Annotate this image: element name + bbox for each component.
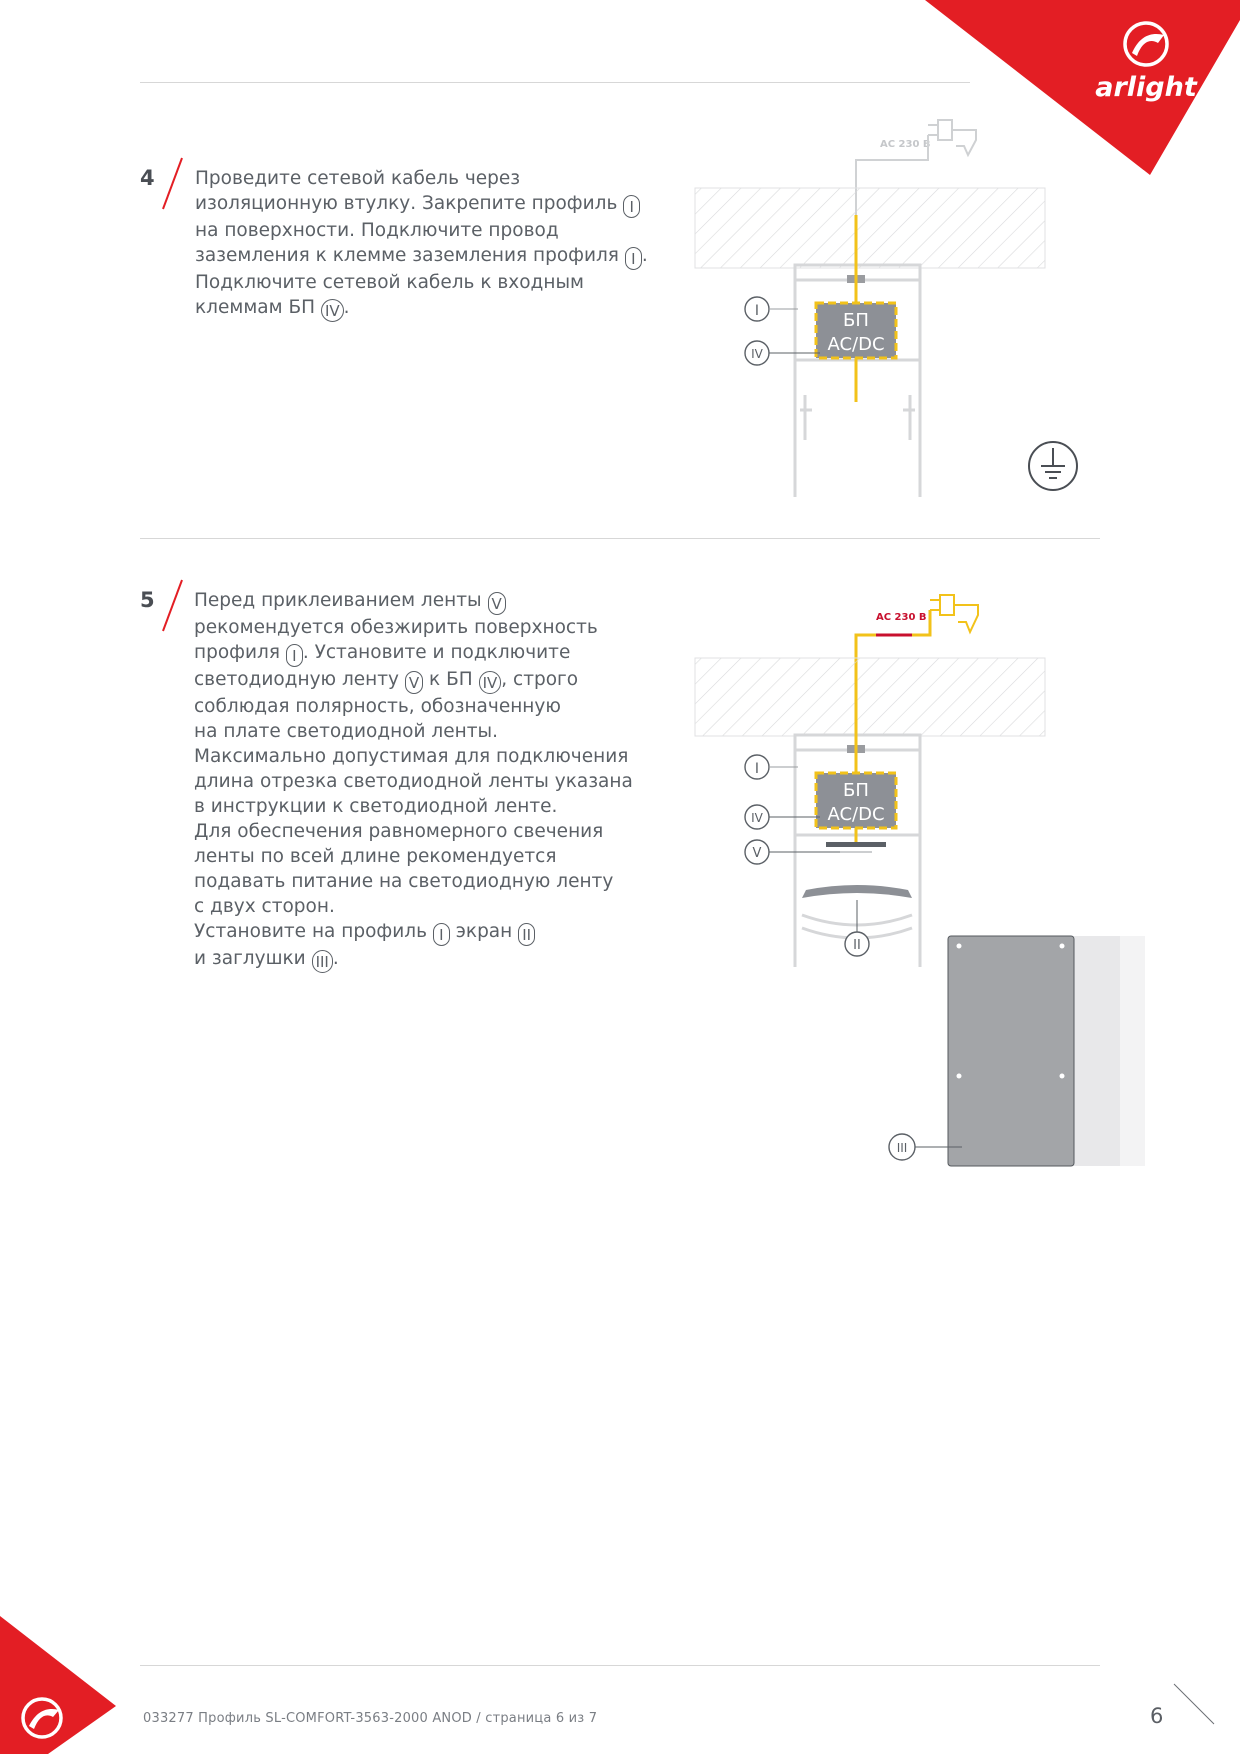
step-line — [194, 869, 633, 894]
step-text-segment: экран — [449, 921, 519, 942]
step-text-segment: Максимально допустимая для подключения — [194, 746, 629, 767]
diagram-step-4 — [680, 110, 1100, 510]
step-line — [194, 946, 633, 973]
roman-numeral-badge: III — [312, 950, 333, 973]
callout-psu: IV — [751, 811, 763, 825]
step-text-segment: изоляционную втулку. Закрепите профиль — [195, 193, 624, 214]
step-text-segment: на плате светодиодной ленты. — [194, 721, 498, 742]
step-4-number: 4 — [140, 166, 155, 190]
step-line — [194, 819, 633, 844]
step-text-segment: заземления к клемме заземления профиля — [195, 245, 625, 266]
psu-label-2: AC/DC — [827, 804, 885, 825]
step-line — [195, 166, 648, 191]
step-5-number: 5 — [140, 588, 155, 612]
step-line — [195, 218, 648, 243]
step-line — [194, 744, 633, 769]
ceiling — [695, 188, 1045, 268]
step-line — [194, 769, 633, 794]
step-text-segment: . — [641, 245, 648, 266]
psu-label-1: БП — [843, 310, 869, 331]
step-text-segment: . — [332, 948, 339, 969]
roman-numeral-badge: I — [623, 195, 640, 218]
callout-profile: I — [754, 761, 760, 777]
step-text-segment: ленты по всей длине рекомендуется — [194, 846, 557, 867]
footer-rule — [140, 1665, 1100, 1666]
step-text-segment: Установите на профиль — [194, 921, 433, 942]
step-text-segment: рекомендуется обезжирить поверхность — [194, 617, 598, 638]
roman-numeral-badge: I — [286, 644, 303, 667]
step-line — [194, 667, 633, 694]
step-text-segment: в инструкции к светодиодной ленте. — [194, 796, 558, 817]
step-text-segment: с двух сторон. — [194, 896, 335, 917]
step-text-segment: , строго — [501, 669, 579, 690]
ac-plug-icon — [930, 595, 978, 632]
step-line — [194, 794, 633, 819]
step-text-segment: к БП — [423, 669, 479, 690]
step-text-segment: клеммам БП — [195, 297, 321, 318]
step-text-segment: . Установите и подключите — [302, 642, 571, 663]
step-4-slash — [160, 156, 186, 212]
step-text-segment: соблюдая полярность, обозначенную — [194, 696, 561, 717]
ground-symbol-icon — [1029, 442, 1077, 490]
step-line — [194, 844, 633, 869]
step-line — [194, 640, 633, 667]
ceiling — [695, 658, 1045, 736]
led-strip — [826, 842, 886, 847]
footer-corner-logo — [0, 1610, 130, 1754]
page-number-slash — [1170, 1680, 1220, 1730]
step-text-segment: на поверхности. Подключите провод — [195, 220, 559, 241]
roman-numeral-badge: V — [405, 671, 423, 694]
step-line — [194, 919, 633, 946]
ac-plug-icon — [928, 120, 976, 155]
step-text-segment: Подключите сетевой кабель к входным — [195, 272, 585, 293]
roman-numeral-badge: I — [433, 923, 450, 946]
callout-plug: III — [896, 1141, 908, 1155]
step-line — [194, 894, 633, 919]
step-text-segment: Проведите сетевой кабель через — [195, 168, 521, 189]
psu-label-2: AC/DC — [827, 334, 885, 355]
roman-numeral-badge: II — [518, 923, 535, 946]
step-line — [195, 191, 648, 218]
callout-strip: V — [752, 846, 762, 861]
step-text-segment: подавать питание на светодиодную ленту — [194, 871, 614, 892]
section-divider — [140, 538, 1100, 539]
step-text-segment: профиля — [194, 642, 286, 663]
step-line — [195, 270, 648, 295]
roman-numeral-badge: I — [625, 247, 642, 270]
step-5-slash — [160, 578, 186, 634]
roman-numeral-badge: V — [488, 592, 506, 615]
roman-numeral-badge: IV — [479, 671, 502, 694]
step-text-segment: и заглушки — [194, 948, 312, 969]
step-line — [195, 243, 648, 270]
step-line — [194, 615, 633, 640]
step-text-segment: Для обеспечения равномерного свечения — [194, 821, 604, 842]
top-rule — [140, 82, 970, 83]
step-5-text — [194, 588, 633, 973]
end-cap-iii — [948, 936, 1074, 1166]
ac-voltage-label: AC 230 В — [876, 612, 927, 623]
roman-numeral-badge: IV — [321, 299, 344, 322]
step-line — [194, 694, 633, 719]
step-line — [195, 295, 648, 322]
step-text-segment: длина отрезка светодиодной ленты указана — [194, 771, 633, 792]
psu-label-1: БП — [843, 780, 869, 801]
footer-text: 033277 Профиль SL-COMFORT-3563-2000 ANOD / страница 6 из 7 — [143, 1711, 598, 1726]
callout-profile: I — [754, 303, 760, 319]
step-text-segment: . — [343, 297, 350, 318]
step-line — [194, 588, 633, 615]
callout-screen: II — [853, 938, 861, 953]
step-text-segment: Перед приклеиванием ленты — [194, 590, 488, 611]
step-4-text — [195, 166, 648, 322]
callout-psu: IV — [751, 347, 763, 361]
diagram-step-5 — [680, 580, 1160, 1180]
page-number: 6 — [1150, 1704, 1164, 1728]
ac-voltage-label: AC 230 В — [880, 139, 931, 150]
step-line — [194, 719, 633, 744]
logo-text: arlight — [1095, 72, 1197, 103]
screen-ii — [802, 885, 912, 898]
step-text-segment: светодиодную ленту — [194, 669, 405, 690]
